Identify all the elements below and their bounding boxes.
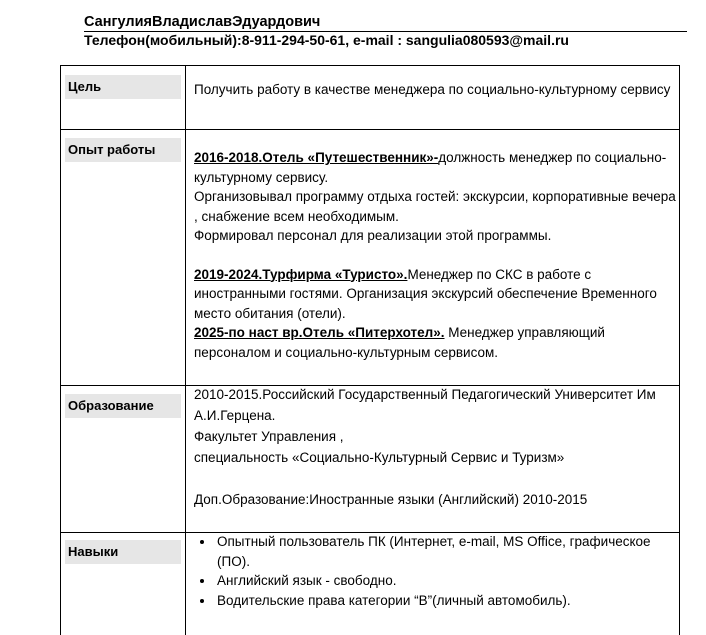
job-3	[194, 323, 676, 362]
goal-text: Получить работу в качестве менеджера по социально-культурному сервису	[194, 82, 671, 97]
job-1-desc: должность менеджер по социально-культурному сервису.	[194, 150, 667, 185]
spacer	[194, 468, 676, 489]
skill-item: • Английский язык - свободно.	[215, 571, 679, 591]
job-3-desc: Менеджер управляющий персоналом и социально-культурным сервисом.	[194, 325, 605, 360]
resume-header	[84, 14, 688, 49]
job-1-staff: Формировал персонал для реализации этой программы.	[194, 228, 552, 243]
spacer	[194, 246, 676, 265]
job-1-duties: Организовывал программу отдыха гостей: экскурсии, корпоративные вечера , снабжение всем необходимым.	[194, 189, 676, 224]
experience-content	[194, 148, 676, 362]
candidate-name: СангулияВладиславЭдуардович	[84, 14, 321, 30]
skills-list	[191, 532, 679, 610]
skill-item: • Водительские права категории “B”(личный автомобиль).	[215, 591, 679, 611]
job-3-title: 2025-по наст вр.Отель «Питерхотел».	[194, 325, 445, 340]
column-divider	[185, 66, 186, 635]
job-2-title: 2019-2024.Турфирма «Туристо».	[194, 266, 408, 282]
row-divider-goal	[61, 129, 679, 130]
skills-content	[191, 532, 679, 610]
education-specialty: специальность «Социально-Культурный Сервис и Туризм»	[194, 450, 565, 465]
label-experience: Опыт работы	[65, 138, 181, 162]
education-faculty: Факультет Управления ,	[194, 429, 344, 444]
skill-item: • Опытный пользователь ПК (Интернет, e-mail, MS Office, графическое (ПО).	[215, 532, 679, 571]
label-education: Образование	[65, 394, 181, 418]
job-1-title: 2016-2018.Отель «Путешественник»-	[194, 150, 439, 165]
contact-line: Телефон(мобильный):8-911-294-50-61, e-mail : sangulia080593@mail.ru	[84, 32, 569, 48]
education-content	[194, 384, 676, 510]
label-goal: Цель	[65, 75, 181, 99]
job-2-desc: Менеджер по СКС в работе с иностранными гостями. Организация экскурсий обеспечение Временного место обитания (отели).	[194, 266, 657, 321]
education-university: 2010-2015.Российский Государственный Педагогический Университет Им А.И.Герцена.	[194, 387, 656, 423]
job-2	[194, 265, 676, 324]
job-1	[194, 148, 676, 187]
resume-table	[60, 65, 680, 635]
education-additional: Доп.Образование:Иностранные языки (Английский) 2010-2015	[194, 492, 588, 507]
label-skills: Навыки	[65, 540, 181, 564]
